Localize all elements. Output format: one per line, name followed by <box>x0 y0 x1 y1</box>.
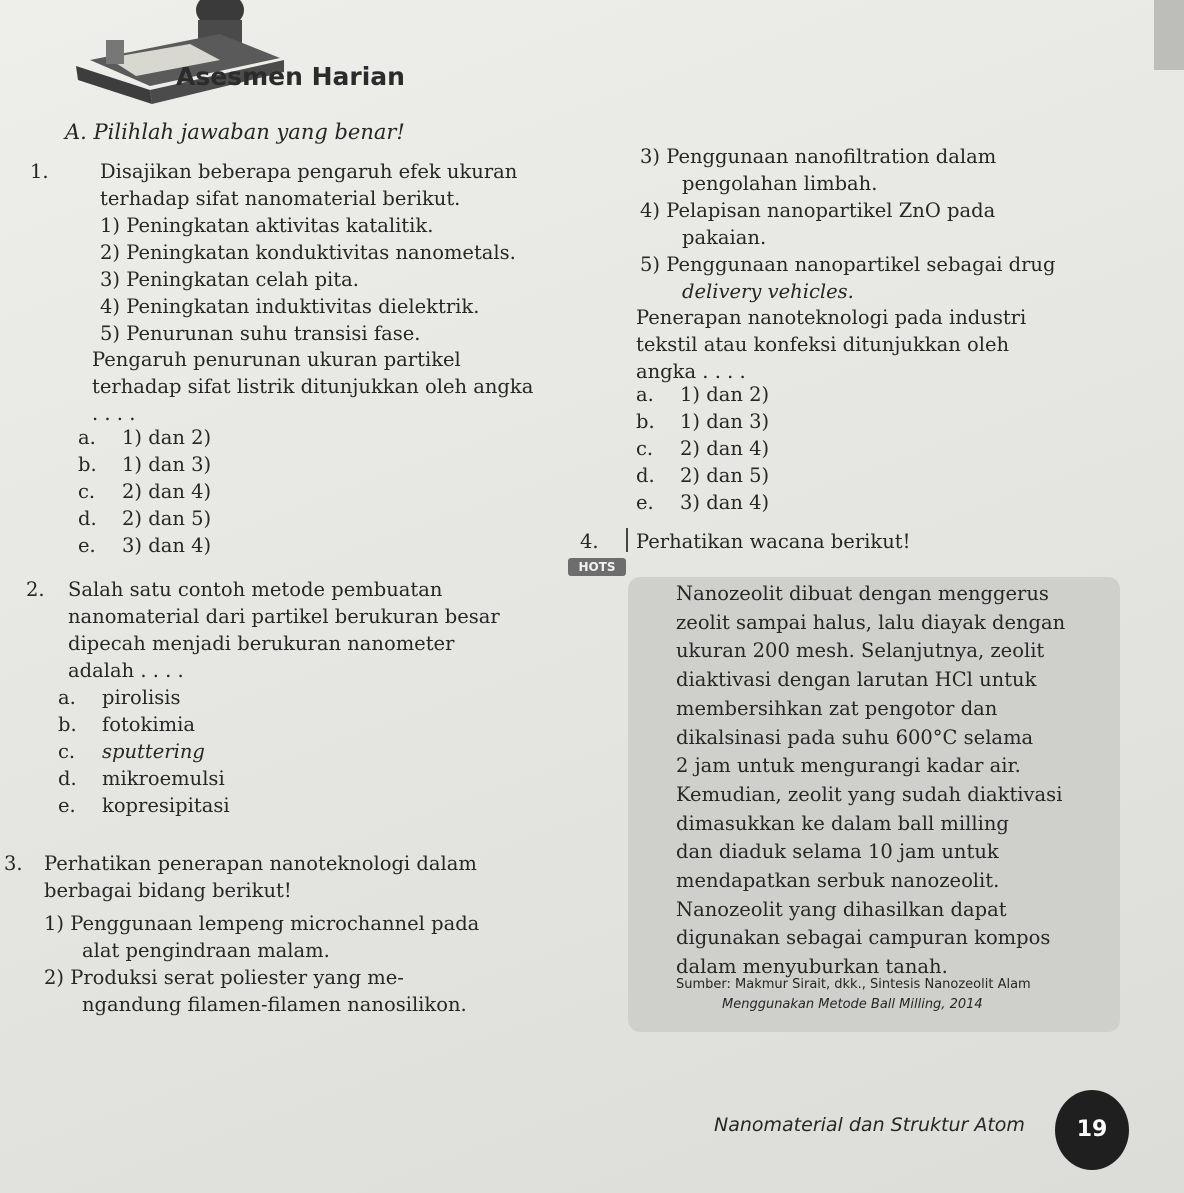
option-text: 3) dan 4) <box>680 491 770 514</box>
page-corner-shadow <box>1154 0 1184 70</box>
question-prompt-line: . . . . <box>92 402 136 425</box>
section-instruction: A. Pilihlah jawaban yang benar! <box>65 120 405 144</box>
question-stem-line: Disajikan beberapa pengaruh efek ukuran <box>100 160 518 183</box>
question-number: 3. <box>4 852 23 875</box>
statement-item: delivery vehicles. <box>682 280 854 303</box>
answer-option[interactable] <box>78 505 211 532</box>
statement-item: ngandung filamen-filamen nanosilikon. <box>82 993 467 1016</box>
passage-line: dikalsinasi pada suhu 600°C selama <box>676 725 1034 749</box>
passage-line: diaktivasi dengan larutan HCl untuk <box>676 668 1037 692</box>
option-text: kopresipitasi <box>102 794 230 817</box>
source-line: Menggunakan Metode Ball Milling, 2014 <box>722 997 983 1012</box>
student-at-desk-illustration <box>70 0 490 110</box>
question-stem-line: nanomaterial dari partikel berukuran besar <box>68 605 500 628</box>
option-label: a. <box>636 383 654 406</box>
passage-line: dan diaduk selama 10 jam untuk <box>676 840 999 864</box>
option-label: b. <box>78 453 97 476</box>
statement-item: 4) Peningkatan induktivitas dielektrik. <box>100 295 480 318</box>
answer-option[interactable] <box>636 408 769 435</box>
option-text: 2) dan 5) <box>122 507 212 530</box>
answer-option[interactable] <box>636 381 769 408</box>
source-line: Sumber: Makmur Sirait, dkk., Sintesis Nanozeolit Alam <box>676 977 1031 992</box>
question-3-prompt <box>636 304 1026 385</box>
statement-item: 1) Penggunaan lempeng microchannel pada <box>44 912 480 935</box>
question-stem-line: berbagai bidang berikut! <box>44 879 292 902</box>
answer-option[interactable] <box>58 792 230 819</box>
answer-option[interactable] <box>58 738 230 765</box>
statement-item: 5) Penggunaan nanopartikel sebagai drug <box>640 253 1056 276</box>
option-label: a. <box>58 686 76 709</box>
question-1 <box>30 158 517 347</box>
option-label: e. <box>78 534 96 557</box>
answer-option[interactable] <box>636 489 769 516</box>
option-text: 1) dan 3) <box>680 410 770 433</box>
option-label: d. <box>58 767 77 790</box>
question-4-stem: Perhatikan wacana berikut! <box>636 530 911 553</box>
question-number: 4. <box>580 528 628 552</box>
answer-option[interactable] <box>58 711 230 738</box>
passage-line: Nanozeolit dibuat dengan menggerus <box>676 582 1049 605</box>
question-prompt-line: Penerapan nanoteknologi pada industri <box>636 306 1027 329</box>
question-3-items-left <box>44 910 479 1018</box>
option-text: mikroemulsi <box>102 767 225 790</box>
statement-item: 2) Peningkatan konduktivitas nanometals. <box>100 241 516 264</box>
answer-option[interactable] <box>78 532 211 559</box>
passage-line: digunakan sebagai campuran kompos <box>676 926 1051 950</box>
hots-badge: HOTS <box>568 558 626 576</box>
question-3-items-right <box>640 143 1055 305</box>
page-number: 19 <box>1055 1090 1129 1170</box>
option-label: c. <box>636 437 654 460</box>
statement-item: 1) Peningkatan aktivitas katalitik. <box>100 214 434 237</box>
option-text: pirolisis <box>102 686 181 709</box>
question-stem-line: Salah satu contoh metode pembuatan <box>68 578 443 601</box>
statement-item: pengolahan limbah. <box>682 172 878 195</box>
question-prompt-line: angka . . . . <box>636 360 746 383</box>
book-chapter-title: Nanomaterial dan Struktur Atom <box>714 1114 1025 1136</box>
passage-source <box>676 975 1116 1015</box>
passage-line: Nanozeolit yang dihasilkan dapat <box>676 897 1007 921</box>
option-text: sputtering <box>102 740 205 763</box>
passage-line: Kemudian, zeolit yang sudah diaktivasi <box>676 782 1063 806</box>
passage-line: ukuran 200 mesh. Selanjutnya, zeolit <box>676 639 1045 663</box>
statement-item: pakaian. <box>682 226 767 249</box>
question-3 <box>4 850 477 904</box>
statement-item: alat pengindraan malam. <box>82 939 330 962</box>
answer-option[interactable] <box>636 435 769 462</box>
option-text: 1) dan 2) <box>122 426 212 449</box>
option-label: c. <box>78 480 96 503</box>
question-number: 1. <box>30 160 49 183</box>
option-label: d. <box>78 507 97 530</box>
question-stem-line: terhadap sifat nanomaterial berikut. <box>100 187 461 210</box>
option-text: 1) dan 3) <box>122 453 212 476</box>
option-label: c. <box>58 740 76 763</box>
answer-option[interactable] <box>636 462 769 489</box>
passage-line: mendapatkan serbuk nanozeolit. <box>676 869 1000 893</box>
option-text: 2) dan 4) <box>680 437 770 460</box>
passage-line: dalam menyuburkan tanah. <box>676 955 948 979</box>
statement-item: 3) Peningkatan celah pita. <box>100 268 359 291</box>
option-label: e. <box>636 491 654 514</box>
option-text: 2) dan 4) <box>122 480 212 503</box>
statement-item: 4) Pelapisan nanopartikel ZnO pada <box>640 199 996 222</box>
answer-option[interactable] <box>78 424 211 451</box>
question-number: 2. <box>26 578 45 601</box>
question-stem-line: dipecah menjadi berukuran nanometer <box>68 632 455 655</box>
passage-line: 2 jam untuk mengurangi kadar air. <box>676 754 1021 778</box>
option-label: b. <box>58 713 77 736</box>
option-text: fotokimia <box>102 713 195 736</box>
passage-line: zeolit sampai halus, lalu diayak dengan <box>676 610 1066 634</box>
option-text: 3) dan 4) <box>122 534 212 557</box>
option-text: 1) dan 2) <box>680 383 770 406</box>
question-1-options <box>78 424 211 559</box>
page-title: Asesmen Harian <box>176 62 405 91</box>
answer-option[interactable] <box>58 765 230 792</box>
question-prompt-line: terhadap sifat listrik ditunjukkan oleh angka <box>92 375 534 398</box>
option-label: d. <box>636 464 655 487</box>
statement-item: 2) Produksi serat poliester yang me- <box>44 966 404 989</box>
question-3-options <box>636 381 769 516</box>
passage-line: dimasukkan ke dalam ball milling <box>676 811 1009 835</box>
question-prompt-line: Pengaruh penurunan ukuran partikel <box>92 348 461 371</box>
option-label: e. <box>58 794 76 817</box>
statement-item: 5) Penurunan suhu transisi fase. <box>100 322 421 345</box>
question-2-options <box>58 684 230 819</box>
answer-option[interactable] <box>78 451 211 478</box>
statement-item: 3) Penggunaan nanofiltration dalam <box>640 145 997 168</box>
question-stem-line: Perhatikan penerapan nanoteknologi dalam <box>44 852 477 875</box>
question-1-prompt <box>92 346 533 427</box>
question-2 <box>26 576 500 684</box>
option-label: b. <box>636 410 655 433</box>
option-label: a. <box>78 426 96 449</box>
passage-line: membersihkan zat pengotor dan <box>676 696 998 720</box>
question-stem-line: adalah . . . . <box>68 659 184 682</box>
reading-passage <box>676 580 1116 982</box>
answer-option[interactable] <box>78 478 211 505</box>
answer-option[interactable] <box>58 684 230 711</box>
option-text: 2) dan 5) <box>680 464 770 487</box>
question-prompt-line: tekstil atau konfeksi ditunjukkan oleh <box>636 333 1010 356</box>
